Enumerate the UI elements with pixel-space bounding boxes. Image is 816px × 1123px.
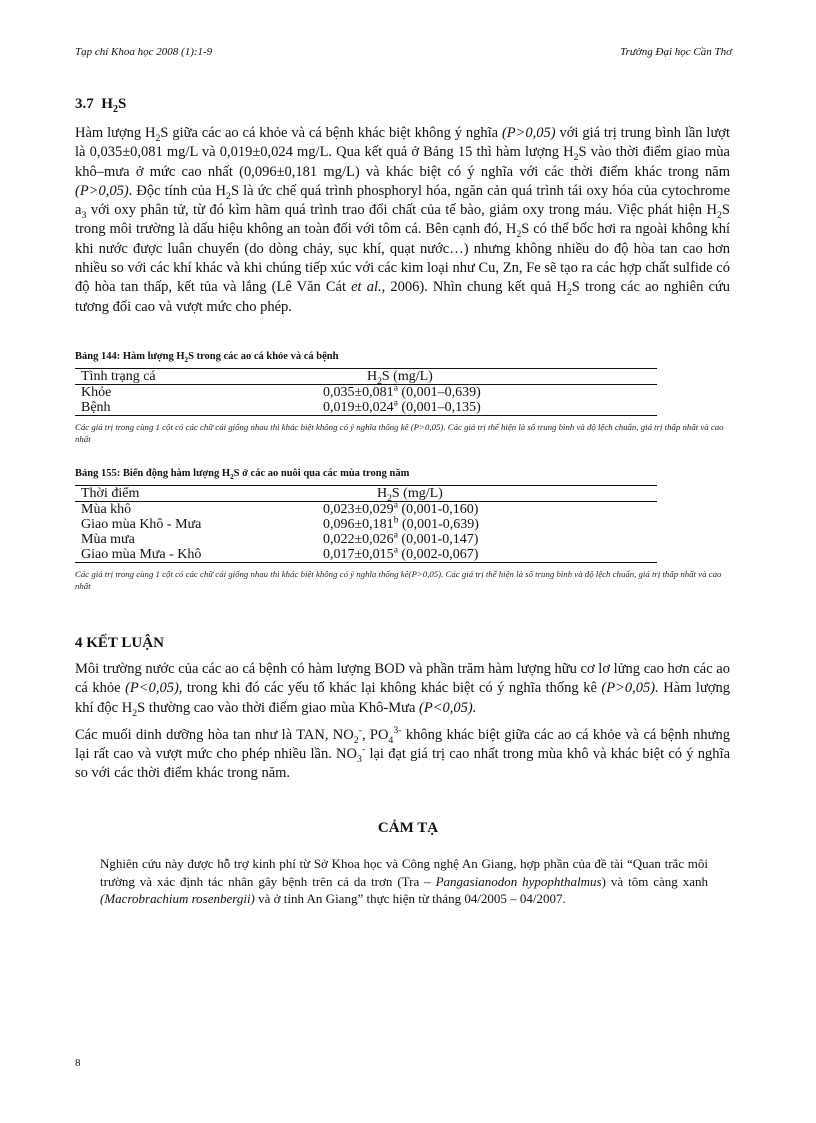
acknowledgement-paragraph: Nghiên cứu này được hỗ trợ kinh phí từ Sở Khoa học và Công nghệ An Giang, hợp phần của đề tài “Quan trắc môi trường và xác định tác nhân gây bệnh trên cá da trơn (Tra – Pangasianodon hypophthalmus) và tôm càng xanh (Macrobrachium rosenbergii) và ở tỉnh An Giang” thực hiện từ tháng 04/2005 – 04/2007.: [100, 856, 708, 906]
table-14-note: Các giá trị trong cùng 1 cột có các chữ cái giống nhau thì khác biệt không có ý nghĩa thống kê (P>0,05). Các giá trị thể hiện là số trung bình và độ lệch chuẩn, giá trị thấp nhất và cao nhất: [75, 422, 724, 444]
table-header-cell: Tình trạng cá: [75, 369, 317, 385]
table-header-cell: $H_2S$ (mg/L): [317, 369, 657, 385]
table-header-row: [75, 369, 657, 385]
conclusion-paragraph-2: Các muối dinh dưỡng hòa tan như là TAN, $NO_2^-$, $PO_4^{3-}$ không khác biệt giữa các ao cá khỏe và cá bệnh nhưng lại rất cao và vượt mức cho phép nhiều lần. $NO_3^-$ lại đạt giá trị cao nhất trong mùa khô và khác biệt có ý nghĩa so với các thời điểm khác trong năm.: [75, 725, 731, 782]
table-row: [75, 400, 657, 416]
table-row: [75, 385, 657, 401]
university-header: Trường Đại học Cần Thơ: [620, 46, 732, 58]
table-cell: 0,017±0,015$^a$ (0,002-0,067): [317, 547, 657, 563]
table-cell: Mùa khô: [81, 502, 132, 517]
h2s-paragraph: Hàm lượng $H_2S$ giữa các ao cá khỏe và cá bệnh khác biệt không ý nghĩa (P>0,05) với giá trị trung bình lần lượt là 0,035±0,081 mg/L và 0,019±0,024 mg/L. Qua kết quả ở Bảng 15 thì hàm lượng $H_2S$ vào thời điểm giao mùa khô–mưa ở mức cao nhất (0,096±0,181 mg/L) và khác biệt có ý nghĩa với các thời điểm khác trong năm (P>0,05). Độc tính của $H_2S$ là ức chế quá trình phosphoryl hóa, ngăn cản quá trình tái oxy hóa của cytochrome $a_3$ với oxy phân tử, từ đó kìm hãm quá trình trao đổi chất của tế bào, giảm oxy trong máu. Việc phát hiện $H_2S$ trong môi trường là dấu hiệu không an toàn đối với tôm cá. Bên cạnh đó, $H_2S$ có thể bốc hơi ra ngoài không khí khi nước được luân chuyển (do dòng chảy, sục khí, quạt nước…) nhưng không nhiều do độ hòa tan cao hơn nhiều so với các khí khác và khi chúng tiếp xúc với các kim loại như Cu, Zn, Fe sẽ tạo ra các hợp chất sulfide có độ hòa tan thấp, kết tủa và lắng (Lê Văn Cát et al., 2006). Nhìn chung kết quả $H_2S$ trong các ao nghiên cứu tương đối cao và vượt mức cho phép.: [75, 125, 731, 315]
page-number: 8: [75, 1057, 81, 1069]
table-header-row: [75, 486, 657, 502]
table-row: [75, 547, 657, 563]
table-cell: 0,023±0,029$^a$ (0,001-0,160): [323, 500, 479, 517]
table-15: [75, 485, 657, 563]
table-cell: Giao mùa Mưa - Khô: [75, 547, 317, 563]
table-15-note: Các giá trị trong cùng 1 cột có các chữ cái giống nhau thì khác biệt không có ý nghĩa thống kê(P>0,05). Các giá trị thể hiện là số trung bình và độ lệch chuẩn, giá trị thấp nhất và cao nhất: [75, 569, 722, 591]
conclusion-heading: 4 KẾT LUẬN: [75, 635, 164, 651]
table-14-block: [75, 351, 730, 445]
table-15-caption: Bảng 155: Biến động hàm lượng $H_2S$ ở các ao nuôi qua các mùa trong năm: [75, 468, 410, 482]
table-row: [75, 502, 657, 518]
h2s-body: [75, 124, 730, 317]
table-14: [75, 368, 657, 416]
conclusion-paragraph-1: Môi trường nước của các ao cá bệnh có hàm lượng BOD và phần trăm hàm lượng hữu cơ lơ lửng cao hơn các ao cá khỏe (P<0,05), trong khi đó các yếu tố khác lại không khác biệt có ý nghĩa thống kê (P>0,05). Hàm lượng khí độc $H_2S$ thường cao vào thời điểm giao mùa Khô-Mưa (P<0,05).: [75, 661, 730, 719]
table-cell: 0,096±0,181$^b$ (0,001-0,639): [323, 515, 479, 532]
table-row: [75, 532, 657, 547]
acknowledgement-heading: CẢM TẠ: [377, 820, 439, 836]
table-header-cell: Thời điểm: [75, 486, 317, 502]
table-cell: 0,019±0,024$^a$ (0,001–0,135): [317, 400, 657, 416]
table-15-block: [75, 468, 730, 592]
table-14-caption: Bảng 144: Hàm lượng $H_2S$ trong các ao cá khỏe và cá bệnh: [75, 351, 339, 365]
table-cell: Mùa mưa: [81, 532, 135, 547]
table-cell: Khỏe: [81, 385, 112, 400]
table-cell: Giao mùa Khô - Mưa: [81, 517, 202, 532]
section-heading-h2s: 3.7 $H_2S$: [75, 96, 127, 115]
table-cell: 0,022±0,026$^a$ (0,001-0,147): [323, 530, 479, 547]
table-cell: Bệnh: [75, 400, 317, 416]
table-header-cell: $H_2S$ (mg/L): [317, 486, 657, 502]
table-row: [75, 517, 657, 532]
journal-header: Tạp chí Khoa học 2008 (1):1-9: [75, 46, 213, 58]
conclusion-body: [75, 660, 730, 784]
table-cell: 0,035±0,081$^a$ (0,001–0,639): [323, 383, 481, 400]
